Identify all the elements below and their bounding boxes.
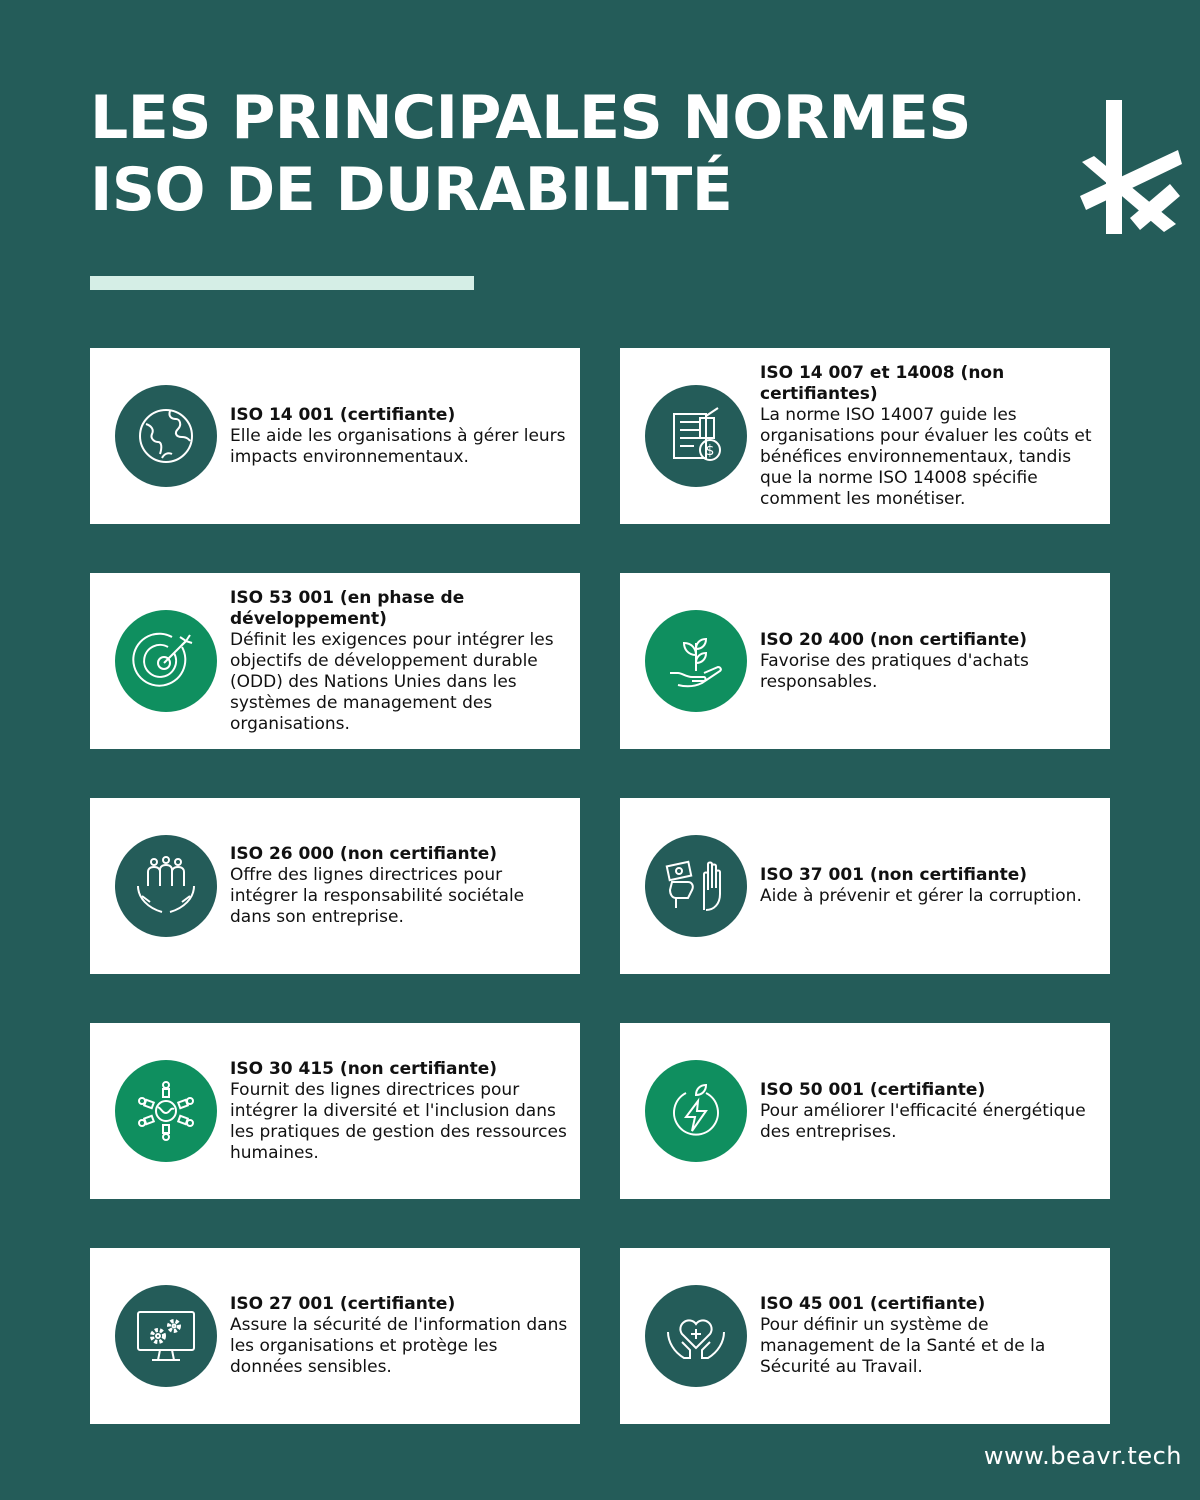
- card-description: Pour améliorer l'efficacité énergétique des entreprises.: [760, 1100, 1086, 1142]
- card-iso-20400: [620, 573, 1110, 749]
- card-description: Fournit des lignes directrices pour intégrer la diversité et l'inclusion dans les pratiques de gestion des ressources humaines.: [230, 1079, 567, 1163]
- globe-icon-badge: [115, 385, 217, 487]
- card-title: ISO 45 001 (certifiante): [760, 1294, 986, 1314]
- card-title: ISO 37 001 (non certifiante): [760, 865, 1028, 885]
- card-title: ISO 14 007 et 14008 (non certifiantes): [760, 362, 1005, 404]
- card-text: [760, 1023, 1098, 1199]
- globe-icon: [132, 402, 200, 470]
- plant-hand-icon-badge: [645, 610, 747, 712]
- card-description: Pour définir un système de management de la Santé et de la Sécurité au Travail.: [760, 1315, 1046, 1377]
- card-description: Offre des lignes directrices pour intégrer la responsabilité sociétale dans son entreprise.: [230, 865, 525, 927]
- card-text: [230, 798, 568, 974]
- card-iso-37001: [620, 798, 1110, 974]
- bribe-refuse-icon: [662, 852, 730, 920]
- card-text: [230, 1248, 568, 1424]
- card-iso-53001: [90, 573, 580, 749]
- card-title: ISO 26 000 (non certifiante): [230, 844, 498, 864]
- plant-hand-icon: [662, 627, 730, 695]
- target-icon: [132, 627, 200, 695]
- people-hands-icon: [132, 852, 200, 920]
- card-text: [760, 1248, 1098, 1424]
- card-description: Assure la sécurité de l'information dans les organisations et protège les données sensibles.: [230, 1315, 568, 1377]
- card-description: Favorise des pratiques d'achats responsables.: [760, 650, 1029, 692]
- bribe-refuse-icon-badge: [645, 835, 747, 937]
- monitor-gears-icon-badge: [115, 1285, 217, 1387]
- footer-url[interactable]: www.beavr.tech: [983, 1442, 1182, 1470]
- card-iso-14001: [90, 348, 580, 524]
- card-text: [760, 348, 1098, 524]
- card-title: ISO 53 001 (en phase de développement): [230, 587, 465, 629]
- card-title: ISO 30 415 (non certifiante): [230, 1058, 498, 1079]
- global-team-icon-badge: [115, 1060, 217, 1162]
- card-text: [760, 573, 1098, 749]
- card-title: ISO 50 001 (certifiante): [760, 1079, 986, 1100]
- card-description: La norme ISO 14007 guide les organisations pour évaluer les coûts et bénéfices environnementaux, tandis que la norme ISO 14008 spécifie comment les monétiser.: [760, 404, 1092, 509]
- monitor-gears-icon: [132, 1302, 200, 1370]
- calculator-money-icon: [662, 402, 730, 470]
- card-description: Aide à prévenir et gérer la corruption.: [760, 886, 1082, 906]
- card-iso-26000: [90, 798, 580, 974]
- card-iso-14007-14008: [620, 348, 1110, 524]
- beavr-logo-icon: [1078, 100, 1184, 236]
- page-title-line-1: LES PRINCIPALES NORMES: [90, 83, 971, 153]
- card-iso-45001: [620, 1248, 1110, 1424]
- card-text: [230, 573, 568, 749]
- page-title-line-2: ISO DE DURABILITÉ: [90, 155, 733, 225]
- health-hands-icon: [662, 1302, 730, 1370]
- target-icon-badge: [115, 610, 217, 712]
- health-hands-icon-badge: [645, 1285, 747, 1387]
- card-description: Elle aide les organisations à gérer leurs impacts environnementaux.: [230, 425, 566, 467]
- card-text: [230, 1023, 568, 1199]
- energy-icon: [662, 1077, 730, 1145]
- card-text: [230, 348, 568, 524]
- people-hands-icon-badge: [115, 835, 217, 937]
- card-iso-30415: [90, 1023, 580, 1199]
- page-title: [90, 82, 971, 226]
- card-iso-50001: [620, 1023, 1110, 1199]
- card-title: ISO 27 001 (certifiante): [230, 1294, 456, 1314]
- card-iso-27001: [90, 1248, 580, 1424]
- card-text: [760, 798, 1098, 974]
- card-description: Définit les exigences pour intégrer les objectifs de développement durable (ODD) des Nations Unies dans les systèmes de management des organisations.: [230, 629, 554, 734]
- energy-icon-badge: [645, 1060, 747, 1162]
- card-title: ISO 14 001 (certifiante): [230, 404, 456, 425]
- title-divider: [90, 276, 474, 290]
- card-title: ISO 20 400 (non certifiante): [760, 629, 1028, 650]
- svg-text:$: $: [705, 443, 715, 459]
- calculator-money-icon-badge: [645, 385, 747, 487]
- global-team-icon: [132, 1077, 200, 1145]
